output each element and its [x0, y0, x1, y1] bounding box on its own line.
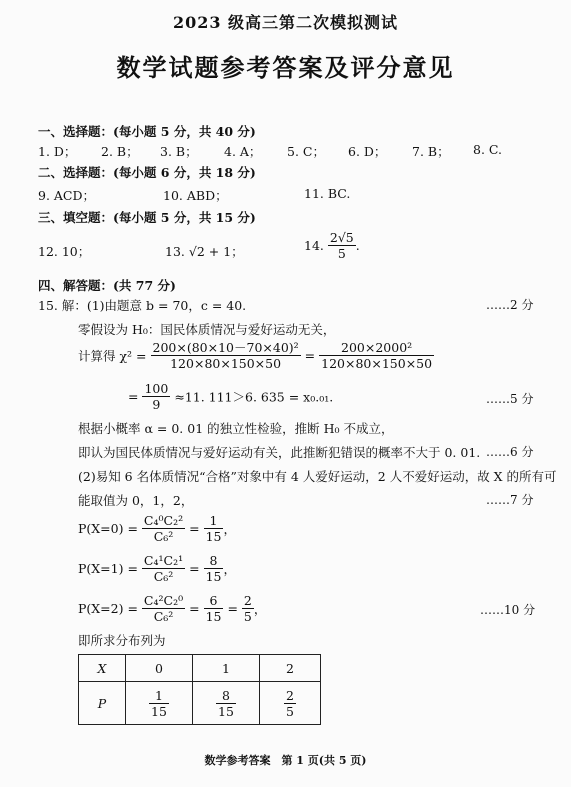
score-6: ……6 分: [486, 445, 534, 459]
h0-line: 零假设为 H₀：国民体质情况与爱好运动无关，: [78, 322, 336, 337]
score-10: ……10 分: [480, 603, 536, 617]
answer-13: 13. √2 + 1；: [165, 244, 244, 259]
table-cell: $\frac{1}{15}$: [126, 682, 193, 725]
table-row: [79, 655, 321, 682]
section3-heading: 三、填空题：(每小题 5 分，共 15 分): [38, 210, 256, 225]
part2-line1: (2)易知 6 名体质情况“合格”对象中有 4 人爱好运动，2 人不爱好运动，故 X 的所有可: [78, 469, 557, 484]
table-header-p: P: [79, 682, 126, 725]
answer-7: 7. B；: [412, 144, 450, 159]
table-cell: $\frac{2}{5}$: [260, 682, 321, 725]
q15-line1: 15. 解：(1)由题意 b = 70，c = 40.: [38, 298, 247, 313]
exam-title: 2023 级高三第二次模拟测试: [172, 13, 399, 32]
table-row: [79, 682, 321, 725]
table-cell: 0: [126, 655, 193, 682]
answer-3: 3. B；: [160, 144, 198, 159]
distribution-label: 即所求分布列为: [78, 633, 166, 648]
chi-square-line1: 计算得 χ² = $\frac{\text{200×(80×10－70×40)²}}{120\times 80\times 150\times 50}$ = $\frac{\text{200×2000²}}{120\times 80\times 150\times 50}$: [78, 340, 433, 371]
prob-x2: P(X=2) = $\frac{\text{C₄²C₂⁰}}{\text{C₆²}}$ = $\frac{6}{15}$ = $\frac{2}{5}$ ，: [78, 593, 267, 624]
answer-2: 2. B；: [101, 144, 139, 159]
section4-heading: 四、解答题：(共 77 分): [38, 278, 176, 293]
document-title: 数学试题参考答案及评分意见: [116, 53, 455, 82]
prob-x1: P(X=1) = $\frac{\text{C₄¹C₂¹}}{\text{C₆²}}$ = $\frac{8}{15}$ ，: [78, 553, 236, 584]
section1-heading: 一、选择题：(每小题 5 分，共 40 分): [38, 124, 256, 139]
score-7: ……7 分: [486, 493, 534, 507]
answer-12: 12. 10；: [38, 244, 91, 259]
answer-1: 1. D；: [38, 144, 77, 159]
page-footer: 数学参考答案 第 1 页(共 5 页): [204, 754, 367, 767]
part2-line2: 能取值为 0，1，2，: [78, 493, 194, 508]
answer-10: 10. ABD；: [163, 188, 228, 203]
answer-9: 9. ACD；: [38, 188, 96, 203]
answer-5: 5. C；: [287, 144, 325, 159]
table-cell: 1: [193, 655, 260, 682]
score-2: ……2 分: [486, 298, 534, 312]
section2-heading: 二、选择题：(每小题 6 分，共 18 分): [38, 165, 256, 180]
answer-4: 4. A；: [224, 144, 262, 159]
answer-6: 6. D；: [348, 144, 387, 159]
conclusion-line: 即认为国民体质情况与爱好运动有关，此推断犯错误的概率不大于 0. 01.: [78, 445, 481, 460]
table-header-x: X: [79, 655, 126, 682]
table-cell: $\frac{8}{15}$: [193, 682, 260, 725]
score-5: ……5 分: [486, 392, 534, 406]
answer-14: 14. $\frac{2√5}{5}$ .: [304, 230, 360, 261]
chi-square-line2: = $\frac{100}{9}$ ≈11. 111＞6. 635 = x₀.₀₁.: [128, 381, 334, 412]
distribution-table: [78, 654, 321, 725]
answer-8: 8. C.: [473, 142, 502, 157]
test-line: 根据小概率 α = 0. 01 的独立性检验，推断 H₀ 不成立，: [78, 421, 394, 436]
prob-x0: P(X=0) = $\frac{\text{C₄⁰C₂²}}{\text{C₆²}}$ = $\frac{1}{15}$ ，: [78, 513, 236, 544]
answer-11: 11. BC.: [304, 186, 351, 201]
table-cell: 2: [260, 655, 321, 682]
